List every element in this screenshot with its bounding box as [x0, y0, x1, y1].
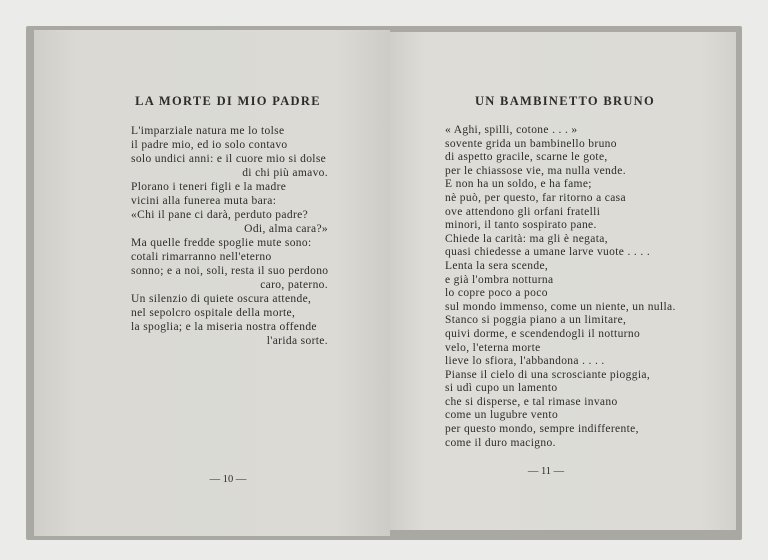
poem-line: Un silenzio di quiete oscura attende, [131, 293, 312, 305]
poem-line: nel sepolcro ospitale della morte, [131, 307, 296, 319]
poem-line: sonno; e a noi, soli, resta il suo perdono [131, 265, 329, 277]
poem-line: ove attendono gli orfani fratelli [445, 205, 601, 218]
poem-line: la spoglia; e la miseria nostra offende [131, 321, 317, 333]
poem-line: Stanco si poggia piano a un limitare, [445, 314, 627, 327]
poem-line: nè può, per questo, far ritorno a casa [445, 191, 626, 204]
poem-line: lieve lo sfiora, l'abbandona . . . . [445, 355, 605, 368]
poem-line: che si disperse, e tal rimase invano [445, 395, 618, 408]
poem-line: sovente grida un bambinello bruno [445, 137, 617, 150]
poem-line: Lenta la sera scende, [445, 259, 549, 272]
poem-line: quasi chiedesse a umane larve vuote . . . . [445, 246, 651, 259]
left-page-number: — 10 — [209, 474, 247, 485]
poem-line: Odi, alma cara?» [244, 223, 328, 235]
poem-line: come il duro macigno. [445, 436, 556, 449]
poem-line: minori, il tanto sospirato pane. [445, 219, 597, 232]
left-poem-title: LA MORTE DI MIO PADRE [135, 94, 321, 108]
poem-line: per questo mondo, sempre indifferente, [445, 423, 639, 436]
poem-line: velo, l'eterna morte [445, 341, 541, 354]
poem-line: Ma quelle fredde spoglie mute sono: [131, 237, 312, 249]
poem-line: « Aghi, spilli, cotone . . . » [445, 124, 578, 136]
right-page-number: — 11 — [527, 466, 565, 477]
poem-line: l'arida sorte. [266, 335, 328, 347]
poem-line: cotali rimarranno nell'eterno [131, 251, 272, 263]
poem-line: vicini alla funerea muta bara: [131, 195, 277, 207]
left-poem [131, 124, 328, 348]
poem-line: Plorano i teneri figli e la madre [131, 181, 287, 193]
poem-line: Pianse il cielo di una scrosciante pioggia, [445, 368, 651, 381]
poem-line: per le chiassose vie, ma nulla vende. [445, 164, 626, 177]
poem-line: si udì cupo un lamento [445, 382, 558, 395]
poem-line: quivi dorme, e scendendogli il notturno [445, 327, 641, 340]
poem-line: il padre mio, ed io solo contavo [131, 139, 288, 151]
poem-line: di aspetto gracile, scarne le gote, [445, 151, 608, 164]
poem-line: di chi più amavo. [242, 167, 328, 179]
poem-line: «Chi il pane ci darà, perduto padre? [131, 209, 309, 221]
poem-line: solo undici anni: e il cuore mio si dolse [131, 153, 327, 165]
poem-line: L'imparziale natura me lo tolse [131, 125, 285, 137]
poem-line: caro, paterno. [260, 279, 328, 291]
poem-line: E non ha un soldo, e ha fame; [445, 178, 592, 191]
poem-line: lo copre poco a poco [445, 287, 548, 300]
poem-line: e già l'ombra notturna [445, 273, 554, 286]
poem-line: come un lugubre vento [445, 409, 559, 422]
right-poem [445, 124, 676, 450]
right-poem-title: UN BAMBINETTO BRUNO [474, 94, 656, 108]
poem-line: Chiede la carità: ma gli è negata, [445, 232, 608, 245]
poem-line: sul mondo immenso, come un niente, un nulla. [445, 300, 676, 313]
